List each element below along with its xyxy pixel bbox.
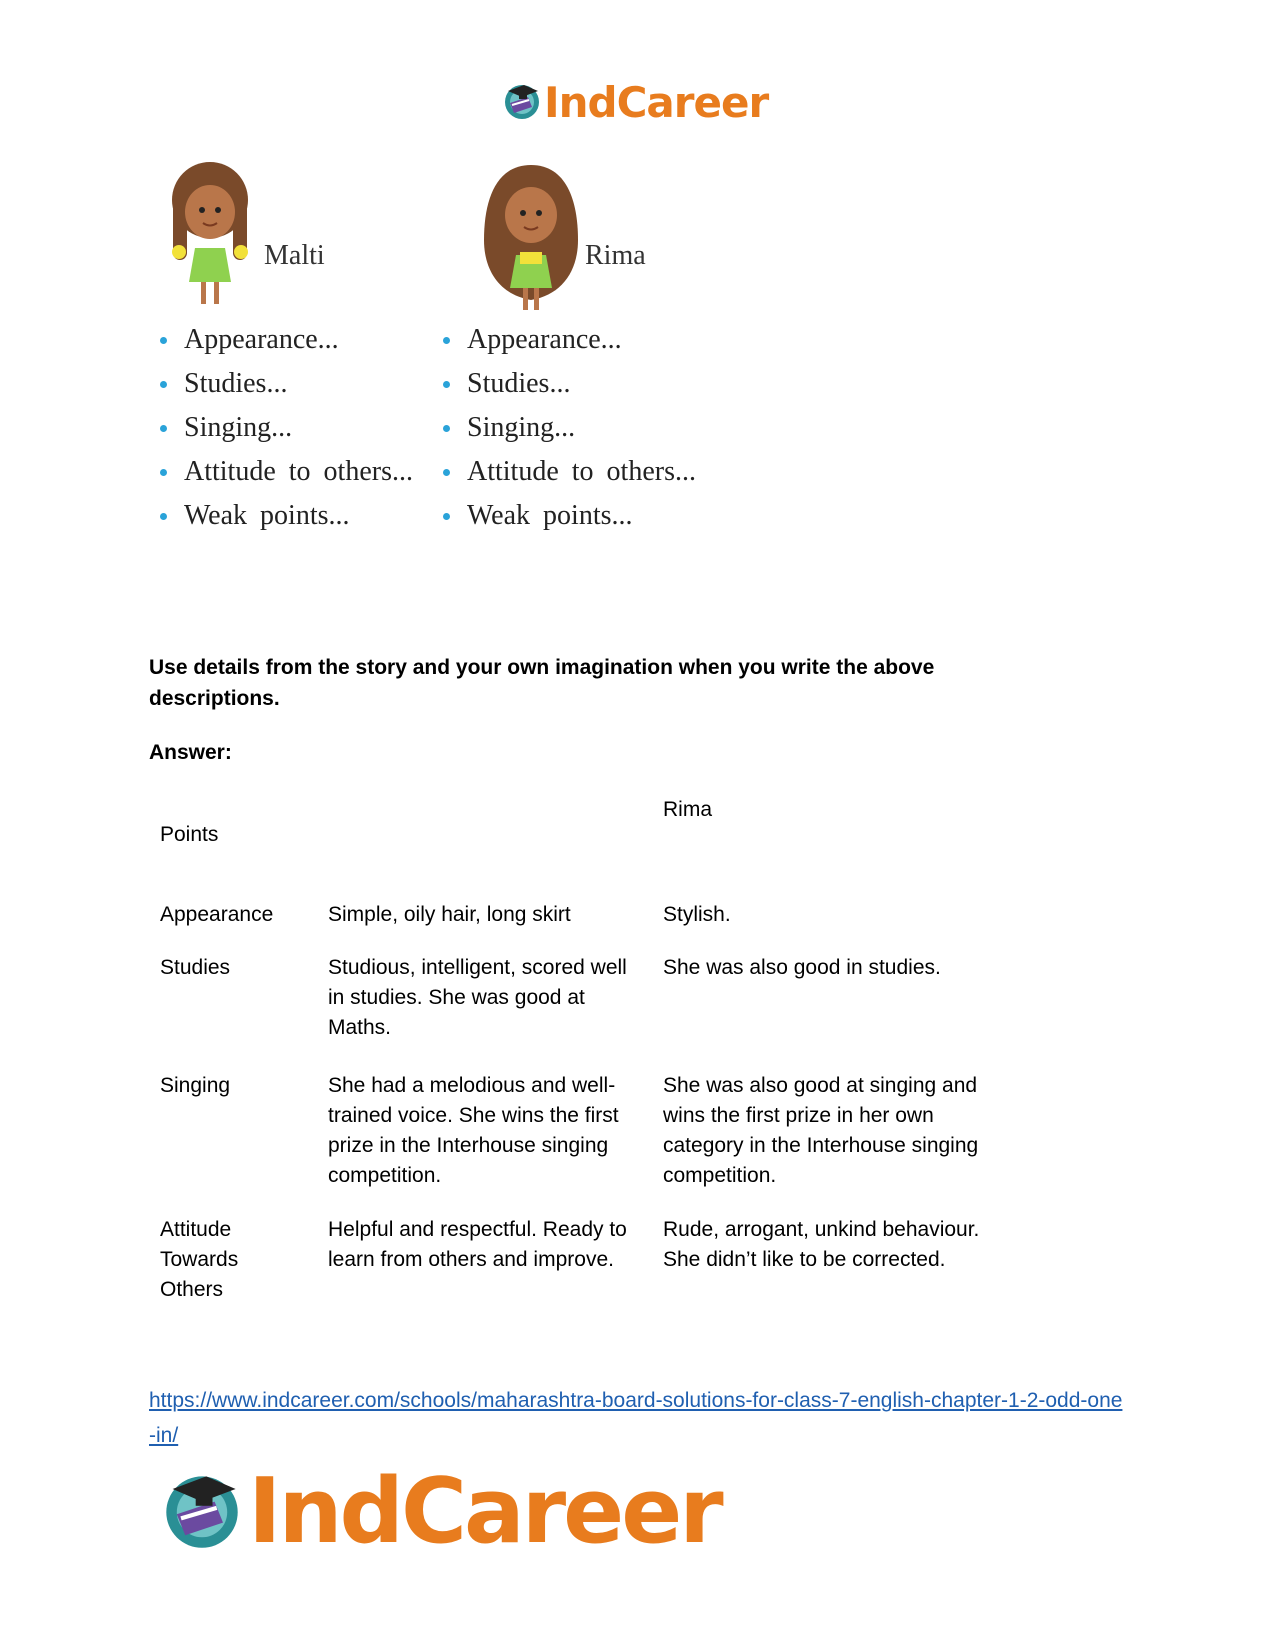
table-cell-rima: She was also good in studies. — [663, 956, 941, 979]
globe-graduation-cap-icon — [502, 81, 542, 126]
table-cell-rima: Rude, arrogant, unkind behaviour. She didn’t like to be corrected. — [663, 1218, 980, 1271]
table-cell-malti: Simple, oily hair, long skirt — [328, 903, 571, 926]
logo-text: IndCareer — [248, 1459, 721, 1564]
logo-text: IndCareer — [544, 78, 769, 127]
rima-illustration — [476, 160, 586, 320]
list-item: Weak points... — [441, 494, 696, 538]
rima-bullet-list — [441, 318, 696, 538]
character-name-malti: Malti — [264, 240, 325, 271]
list-item: Attitude to others... — [158, 450, 413, 494]
list-item: Attitude to others... — [441, 450, 696, 494]
list-item: Appearance... — [441, 318, 696, 362]
table-cell-point: Appearance — [160, 903, 274, 926]
table-cell-malti: She had a melodious and well-trained voice. She wins the first prize in the Interhouse singing competition. — [328, 1074, 619, 1187]
table-header-rima: Rima — [663, 798, 713, 821]
question-text: Use details from the story and your own imagination when you write the above descriptions. — [149, 656, 935, 710]
table-cell-rima: She was also good at singing and wins the first prize in her own category in the Interhouse singing competition. — [663, 1074, 979, 1187]
table-cell-point: Attitude Towards Others — [160, 1218, 239, 1301]
list-item: Singing... — [441, 406, 696, 450]
list-item: Studies... — [441, 362, 696, 406]
table-cell-malti: Helpful and respectful. Ready to learn from others and improve. — [328, 1218, 627, 1271]
list-item: Appearance... — [158, 318, 413, 362]
source-link[interactable]: https://www.indcareer.com/schools/maharashtra-board-solutions-for-class-7-english-chapter-1-2-odd-one-in/ — [149, 1389, 1123, 1447]
table-cell-point: Singing — [160, 1074, 231, 1097]
table-cell-rima: Stylish. — [663, 903, 731, 926]
footer-logo — [160, 1459, 721, 1564]
malti-bullet-list — [158, 318, 413, 538]
header-logo — [502, 78, 768, 128]
globe-graduation-cap-icon — [160, 1468, 244, 1557]
table-header-points: Points — [160, 823, 219, 846]
list-item: Singing... — [158, 406, 413, 450]
table-cell-point: Studies — [160, 956, 231, 979]
list-item: Studies... — [158, 362, 413, 406]
malti-illustration — [165, 160, 255, 315]
list-item: Weak points... — [158, 494, 413, 538]
answer-label: Answer: — [149, 741, 232, 764]
character-name-rima: Rima — [585, 240, 646, 271]
table-cell-malti: Studious, intelligent, scored well in studies. She was good at Maths. — [328, 956, 627, 1039]
